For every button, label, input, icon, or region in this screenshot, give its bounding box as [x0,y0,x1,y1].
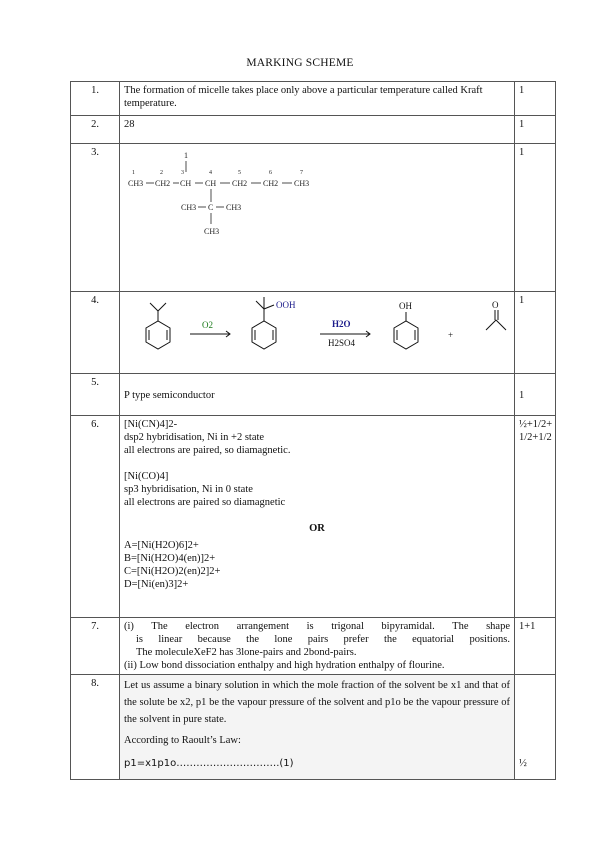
answer-line: The moleculeXeF2 has 3lone-pairs and 2bond-pairs. [136,647,357,658]
group: CH [205,179,217,188]
bond [150,303,158,311]
group: CH3 [294,179,310,188]
benzene-ring [146,321,170,349]
complex-b: B=[Ni(H2O)4(en)]2+ [124,553,216,564]
group: CH2 [232,179,248,188]
ooh-group: OOH [276,300,296,310]
answer-paragraph: Let us assume a binary solution in which the mole fraction of the solvent be x1 and that of the solute be x2, p1 be the vapour pressure of the solvent and p1o be the vapour pressure of the solvent in pure state. [124,680,510,725]
law-heading: According to Raoult’s Law: [124,735,241,746]
marks-value: 1 [519,390,525,401]
answer-text: The formation of micelle takes place only above a particular temperature called Kraft temperature. [120,82,515,116]
question-number: 3. [71,144,120,292]
marks [515,374,556,416]
question-number: 6. [71,416,120,618]
reagent-h2o: H2O [332,319,351,329]
table-row [71,292,556,374]
alkane-structure [124,146,344,266]
magnetism-line: all electrons are paired, so diamagnetic. [124,445,291,456]
locant-label: 5 [238,170,241,176]
reaction-cell [120,292,515,374]
marking-scheme-table [70,81,556,780]
marks-line: ½+1/2+ [519,419,553,430]
equation: p1=x1p1o………………………….(1) [124,758,294,769]
magnetism-line: all electrons are paired so diamagnetic [124,497,286,508]
complex-d: D=[Ni(en)3]2+ [124,579,189,590]
page-title: MARKING SCHEME [246,57,354,69]
bond [486,320,496,330]
table-row [71,675,556,780]
group: CH2 [155,179,171,188]
locant-label: 1 [184,151,188,160]
complex-formula: [Ni(CO)4] [124,471,169,482]
locant-label: 4 [209,170,212,176]
or-divider: OR [309,523,325,534]
marks [515,675,556,780]
complex-c: C=[Ni(H2O)2(en)2]2+ [124,566,221,577]
group: CH3 [204,227,220,236]
table-row [71,374,556,416]
group: CH3 [181,203,197,212]
bond [496,320,506,330]
reagent-o2: O2 [202,320,213,330]
table-row [71,82,556,116]
answer-block [120,416,515,618]
bond [256,301,264,309]
group: C [208,203,214,212]
marks-value: ½ [519,758,527,769]
table-row [71,618,556,675]
locant-label: 3 [181,170,184,176]
locant-label: 7 [300,170,303,176]
answer-line: P type semiconductor [124,390,215,401]
ketone-oxygen: O [492,300,499,310]
table-row [71,144,556,292]
hybridisation-line: dsp2 hybridisation, Ni in +2 state [124,432,265,443]
question-number: 4. [71,292,120,374]
group: CH [180,179,192,188]
answer-text: 28 [120,116,515,144]
reagent-h2so4: H2SO4 [328,338,356,348]
answer-block [120,618,515,675]
group: CH3 [128,179,144,188]
question-number: 2. [71,116,120,144]
bond [158,303,166,311]
hybridisation-line: sp3 hybridisation, Ni in 0 state [124,484,253,495]
oh-group: OH [399,301,412,311]
locant-label: 2 [160,170,163,176]
marks: 1 [515,116,556,144]
bond [264,305,274,309]
question-number: 7. [71,618,120,675]
marks: 1+1 [515,618,556,675]
benzene-ring [252,321,276,349]
group: CH2 [263,179,279,188]
question-number: 1. [71,82,120,116]
locant-label: 6 [269,170,272,176]
locant-label: 1 [132,170,135,176]
answer-line: (i) The electron arrangement is trigonal bipyramidal. The shape [124,621,510,632]
marks: 1 [515,144,556,292]
answer-line: (ii) Low bond dissociation enthalpy and high hydration enthalpy of flourine. [124,660,445,671]
cumene-reaction [124,294,514,366]
plus-sign: + [448,330,454,340]
answer-block [120,675,515,780]
marks: 1 [515,292,556,374]
answer-line: is linear because the lone pairs prefer the equatorial positions. [136,634,510,645]
group: CH3 [226,203,242,212]
benzene-ring [394,321,418,349]
marks: 1 [515,82,556,116]
structure-cell [120,144,515,292]
complex-formula: [Ni(CN)4]2- [124,419,178,430]
table-row [71,416,556,618]
question-number: 5. [71,374,120,416]
answer-text [120,374,515,416]
marks-line: 1/2+1/2 [519,432,552,443]
complex-a: A=[Ni(H2O)6]2+ [124,540,199,551]
question-number: 8. [71,675,120,780]
marks [515,416,556,618]
table-row [71,116,556,144]
